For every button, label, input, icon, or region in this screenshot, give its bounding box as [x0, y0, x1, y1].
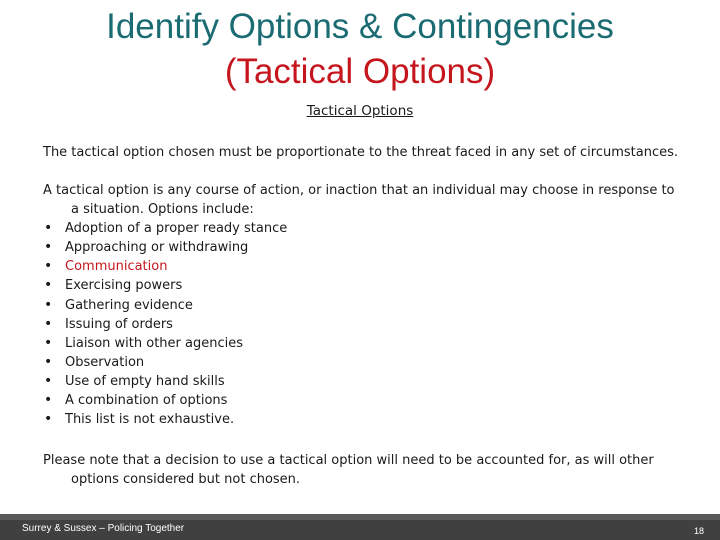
paragraph-line: A tactical option is any course of action, or inaction that an individual may choose in response to [43, 183, 675, 198]
paragraph-accountability [43, 451, 703, 489]
paragraph-line: options considered but not chosen. [71, 472, 301, 487]
bullet-icon: • [44, 315, 53, 332]
slide-title: Identify Options & Contingencies [106, 7, 614, 46]
paragraph-line: a situation. Options include: [71, 202, 254, 217]
bullet-icon: • [44, 392, 53, 409]
list-item: • Liaison with other agencies [44, 334, 243, 351]
list-item: • Gathering evidence [44, 296, 193, 313]
slide-subtitle: (Tactical Options) [224, 52, 496, 91]
paragraph-text: The tactical option chosen must be proportionate to the threat faced in any set of circumstances. [43, 145, 678, 160]
section-heading: Tactical Options [306, 103, 414, 119]
bullet-icon: • [44, 220, 53, 236]
paragraph-line: Please note that a decision to use a tactical option will need to be accounted for, as will other [43, 453, 654, 468]
list-item: • Communication [44, 258, 168, 275]
bullet-icon: • [44, 277, 53, 294]
bullet-icon: • [44, 296, 53, 313]
bullet-icon: • [44, 373, 53, 390]
list-item: • A combination of options [44, 392, 228, 409]
page-number: 18 [693, 526, 704, 536]
bullet-icon: • [44, 239, 53, 256]
paragraph-proportionate [43, 143, 703, 162]
bullet-icon: • [44, 411, 53, 428]
list-item: • Observation [44, 353, 145, 370]
list-item: • This list is not exhaustive. [44, 411, 235, 428]
footer-organisation: Surrey & Sussex – Policing Together [22, 523, 185, 534]
footer-divider [0, 514, 720, 520]
options-list [43, 219, 703, 430]
paragraph-definition [43, 181, 703, 430]
list-item: • Use of empty hand skills [44, 373, 225, 390]
list-item: • Issuing of orders [44, 315, 173, 332]
list-item: • Adoption of a proper ready stance [44, 220, 288, 236]
list-item: • Exercising powers [44, 277, 183, 294]
bullet-icon: • [44, 334, 53, 351]
bullet-icon: • [44, 353, 53, 370]
list-item: • Approaching or withdrawing [44, 239, 249, 256]
bullet-icon: • [44, 258, 53, 275]
